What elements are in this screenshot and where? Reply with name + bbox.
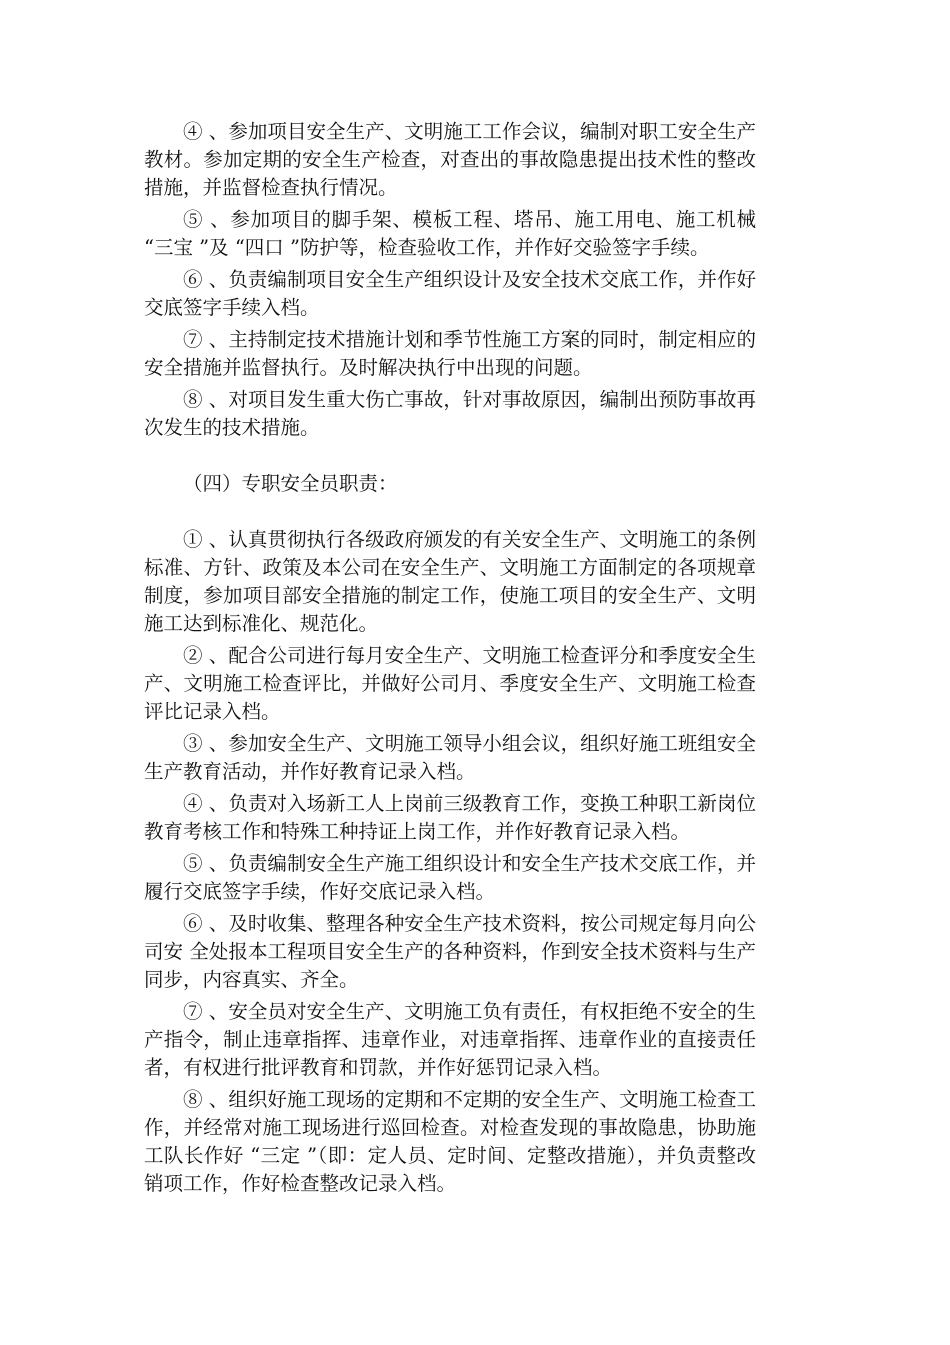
item-paragraph: ⑧ 、对项目发生重大伤亡事故，针对事故原因，编制出预防事故再次发生的技术措施。 xyxy=(144,388,756,439)
section-heading: （四）专职安全员职责： xyxy=(183,472,398,495)
duty-paragraph: ④ 、负责对入场新工人上岗前三级教育工作，变换工种职工新岗位教育考核工作和特殊工种持证上岗工作，并作好教育记录入档。 xyxy=(144,792,756,843)
duty-paragraph: ⑧ 、组织好施工现场的定期和不定期的安全生产、文明施工检查工作，并经常对施工现场进行巡回检查。对检查发现的事故隐患，协助施工队长作好 “三定 ”（即：定人员、定时间、定整改措施），并负责整改销项工作，作好检查整改记录入档。 xyxy=(144,1088,756,1195)
duty-paragraph: ⑦ 、安全员对安全生产、文明施工负有责任，有权拒绝不安全的生产指令，制止违章指挥、违章作业，对违章指挥、违章作业的直接责任者，有权进行批评教育和罚款，并作好惩罚记录入档。 xyxy=(144,1000,756,1079)
document-page xyxy=(144,118,756,1202)
duty-paragraph: ⑥ 、及时收集、整理各种安全生产技术资料，按公司规定每月向公司安 全处报本工程项目安全生产的各种资料，作到安全技术资料与生产同步，内容真实、齐全。 xyxy=(144,912,756,991)
duty-paragraph: ③ 、参加安全生产、文明施工领导小组会议，组织好施工班组安全生产教育活动，并作好教育记录入档。 xyxy=(144,732,756,783)
duty-paragraph: ① 、认真贯彻执行各级政府颁发的有关安全生产、文明施工的条例标准、方针、政策及本公司在安全生产、文明施工方面制定的各项规章制度，参加项目部安全措施的制定工作，使施工项目的安全生产、文明施工达到标准化、规范化。 xyxy=(144,528,756,635)
item-paragraph: ⑥ 、负责编制项目安全生产组织设计及安全技术交底工作，并作好交底签字手续入档。 xyxy=(144,268,756,319)
duty-paragraph: ⑤ 、负责编制安全生产施工组织设计和安全生产技术交底工作，并履行交底签字手续，作好交底记录入档。 xyxy=(144,852,756,903)
duty-paragraph: ② 、配合公司进行每月安全生产、文明施工检查评分和季度安全生产、文明施工检查评比，并做好公司月、季度安全生产、文明施工检查评比记录入档。 xyxy=(144,644,756,723)
item-paragraph: ⑤ 、参加项目的脚手架、模板工程、塔吊、施工用电、施工机械 “三宝 ”及 “四口 ”防护等，检查验收工作，并作好交验签字手续。 xyxy=(144,208,756,259)
item-paragraph: ⑦ 、主持制定技术措施计划和季节性施工方案的同时，制定相应的安全措施并监督执行。及时解决执行中出现的问题。 xyxy=(144,328,756,379)
item-paragraph: ④ 、参加项目安全生产、文明施工工作会议，编制对职工安全生产教材。参加定期的安全生产检查，对查出的事故隐患提出技术性的整改措施，并监督检查执行情况。 xyxy=(144,120,756,199)
